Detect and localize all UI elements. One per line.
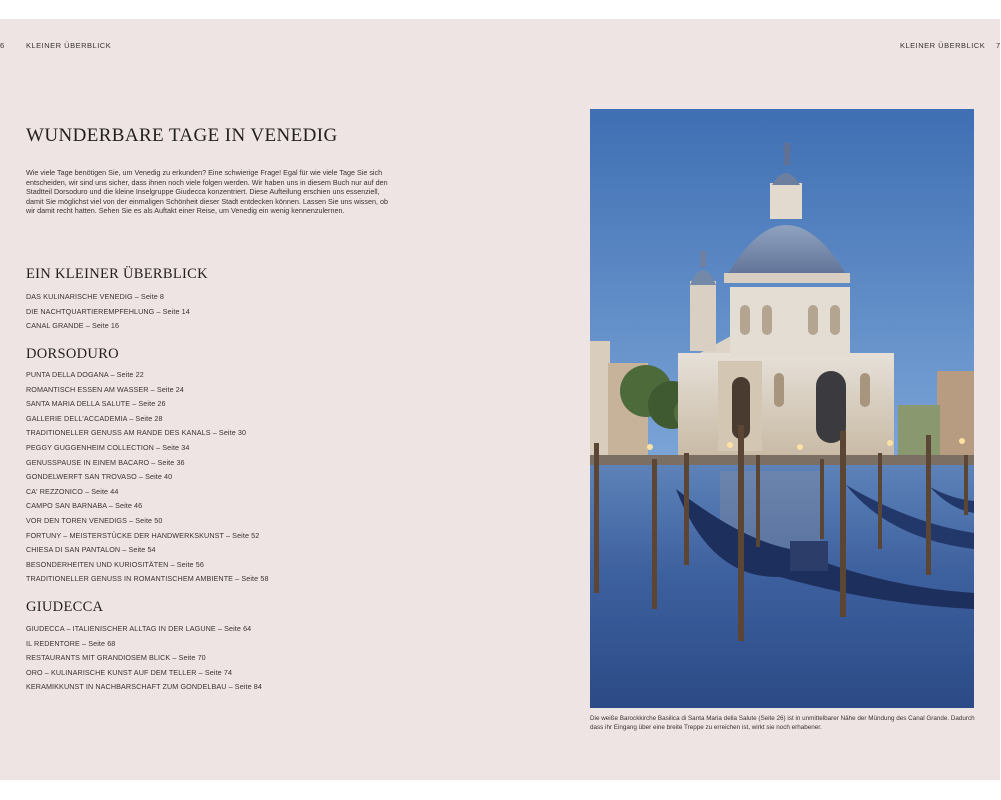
toc-item: DIE NACHTQUARTIEREMPFEHLUNG – Seite 14: [26, 306, 190, 316]
toc-list-overview: [26, 290, 208, 334]
section-heading-overview: EIN KLEINER ÜBERBLICK: [26, 266, 208, 282]
toc-item: IL REDENTORE – Seite 68: [26, 638, 116, 648]
toc-item: BESONDERHEITEN UND KURIOSITÄTEN – Seite 56: [26, 559, 204, 569]
toc-list-giudecca: [26, 622, 262, 695]
left-page-number: 6: [0, 41, 5, 50]
toc-item: GALLERIE DELL'ACCADEMIA – Seite 28: [26, 413, 163, 423]
toc-item: DAS KULINARISCHE VENEDIG – Seite 8: [26, 292, 165, 301]
toc-item: GONDELWERFT SAN TROVASO – Seite 40: [26, 472, 173, 482]
toc-item: CAMPO SAN BARNABA – Seite 46: [26, 501, 143, 511]
toc-item: SANTA MARIA DELLA SALUTE – Seite 26: [26, 399, 166, 409]
toc-list-dorsoduro: [26, 368, 269, 587]
toc-item: ROMANTISCH ESSEN AM WASSER – Seite 24: [26, 384, 185, 394]
toc-item: VOR DEN TOREN VENEDIGS – Seite 50: [26, 515, 163, 525]
section-heading-dorsoduro: DORSODURO: [26, 346, 119, 362]
toc-item: TRADITIONELLER GENUSS IN ROMANTISCHEM AMBIENTE – Seite 58: [26, 574, 269, 584]
toc-item: GIUDECCA – ITALIENISCHER ALLTAG IN DER LAGUNE – Seite 64: [26, 624, 252, 633]
venice-photo: [590, 109, 974, 708]
section-dorsoduro: [26, 346, 269, 587]
toc-item: ORO – KULINARISCHE KUNST AUF DEM TELLER – Seite 74: [26, 667, 233, 677]
toc-item: RESTAURANTS MIT GRANDIOSEM BLICK – Seite 70: [26, 653, 206, 663]
toc-item: TRADITIONELLER GENUSS AM RANDE DES KANALS – Seite 30: [26, 428, 247, 438]
intro-text: [26, 168, 391, 216]
book-spread: [0, 19, 1000, 780]
toc-item: CANAL GRANDE – Seite 16: [26, 321, 120, 331]
toc-item: PUNTA DELLA DOGANA – Seite 22: [26, 370, 144, 379]
toc-item: FORTUNY – MEISTERSTÜCKE DER HANDWERKSKUNST – Seite 52: [26, 530, 260, 540]
toc-item: GENUSSPAUSE IN EINEM BACARO – Seite 36: [26, 457, 185, 467]
right-running-head: KLEINER ÜBERBLICK: [900, 41, 986, 50]
toc-item: CA' REZZONICO – Seite 44: [26, 486, 119, 496]
toc-item: KERAMIKKUNST IN NACHBARSCHAFT ZUM GONDELBAU – Seite 84: [26, 682, 262, 692]
section-giudecca: [26, 599, 262, 695]
intro-paragraph: Wie viele Tage benötigen Sie, um Venedig zu erkunden? Eine schwierige Frage! Egal für wie viele Tage Sie sich entscheiden, wir sind uns sicher, dass ihnen noch viele folgen werden. Wir haben uns in diesem Buch nur auf den Stadtteil Dorsoduro und die kleine Inselgruppe Giudecca konzentriert. Diese Aufteilung erschien uns essenziell, damit Sie möglichst viel von der einmaligen Schönheit dieser Stadt entdecken können. Lassen Sie uns wissen, ob wir damit recht hatten. Sehen Sie es als Auftakt einer Reise, um Venedig ein wenig kennenzulernen.: [26, 168, 388, 216]
toc-item: PEGGY GUGGENHEIM COLLECTION – Seite 34: [26, 442, 190, 452]
left-running-head: KLEINER ÜBERBLICK: [26, 41, 112, 50]
photo-caption: Die weiße Barockkirche Basilica di Santa Maria della Salute (Seite 26) ist in unmittelbarer Nähe der Mündung des Canal Grande. Dadurch dass ihr Eingang über eine breite Treppe zu erreichen ist, wirkt sie noch erhabener.: [590, 715, 975, 731]
section-heading-giudecca: GIUDECCA: [26, 599, 104, 615]
page-title: WUNDERBARE TAGE IN VENEDIG: [26, 125, 338, 146]
toc-item: CHIESA DI SAN PANTALON – Seite 54: [26, 545, 156, 555]
right-page-number: 7: [996, 41, 1001, 50]
section-overview: [26, 266, 208, 334]
